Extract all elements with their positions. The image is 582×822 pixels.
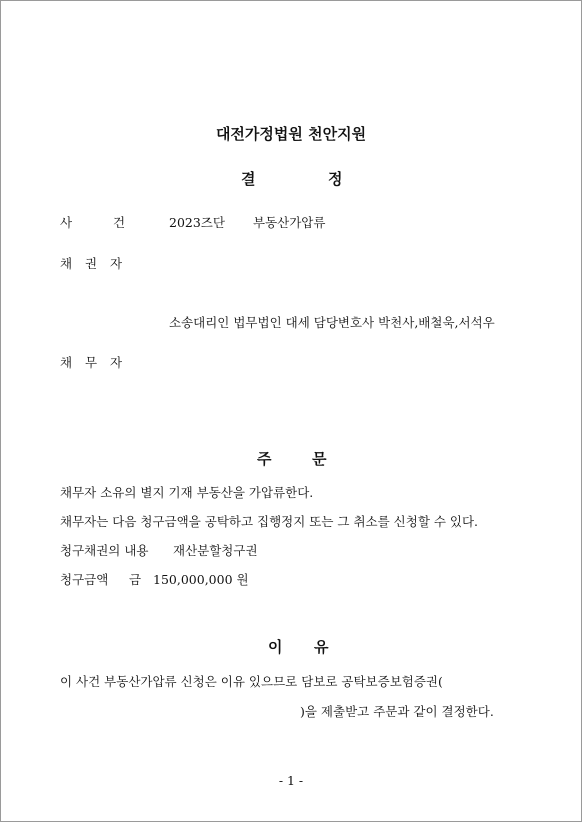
decision-heading-char2: 정	[328, 170, 343, 188]
court-name: 대전가정법원 천안지원	[215, 125, 367, 143]
creditor-label-char3: 자	[110, 256, 123, 271]
claim-value: 재산분할청구권	[173, 543, 258, 558]
amount-value: 150,000,000 원	[153, 572, 249, 587]
amount-prefix: 금	[129, 572, 142, 587]
amount-label: 청구금액	[60, 572, 109, 587]
case-number: 2023즈단	[169, 215, 225, 230]
order-line-2: 채무자는 다음 청구금액을 공탁하고 집행정지 또는 그 취소를 신청할 수 있다.	[60, 514, 479, 529]
debtor-label-char1: 채	[60, 355, 73, 370]
creditor-label-char2: 권	[85, 256, 98, 271]
reason-heading-char2: 유	[314, 638, 329, 656]
creditor-label-char1: 채	[60, 256, 73, 271]
claim-label: 청구채권의 내용	[60, 543, 149, 558]
case-name: 부동산가압류	[253, 215, 326, 230]
decision-heading-char1: 결	[241, 170, 256, 188]
reason-line-2: )을 제출받고 주문과 같이 결정한다.	[300, 704, 494, 719]
reason-heading-char1: 이	[268, 638, 283, 656]
debtor-label-char2: 무	[85, 355, 98, 370]
debtor-label-char3: 자	[110, 355, 123, 370]
order-heading-char2: 문	[312, 450, 327, 468]
order-heading-char1: 주	[257, 450, 272, 468]
page-number: - 1 -	[278, 773, 304, 788]
case-label-char2: 건	[113, 215, 126, 230]
reason-line-1: 이 사건 부동산가압류 신청은 이유 있으므로 담보로 공탁보증보험증권(	[60, 674, 443, 689]
case-label-char1: 사	[60, 215, 73, 230]
order-line-1: 채무자 소유의 별지 기재 부동산을 가압류한다.	[60, 485, 314, 500]
creditor-representative: 소송대리인 법무법인 대세 담당변호사 박천사,배철욱,서석우	[169, 315, 495, 330]
